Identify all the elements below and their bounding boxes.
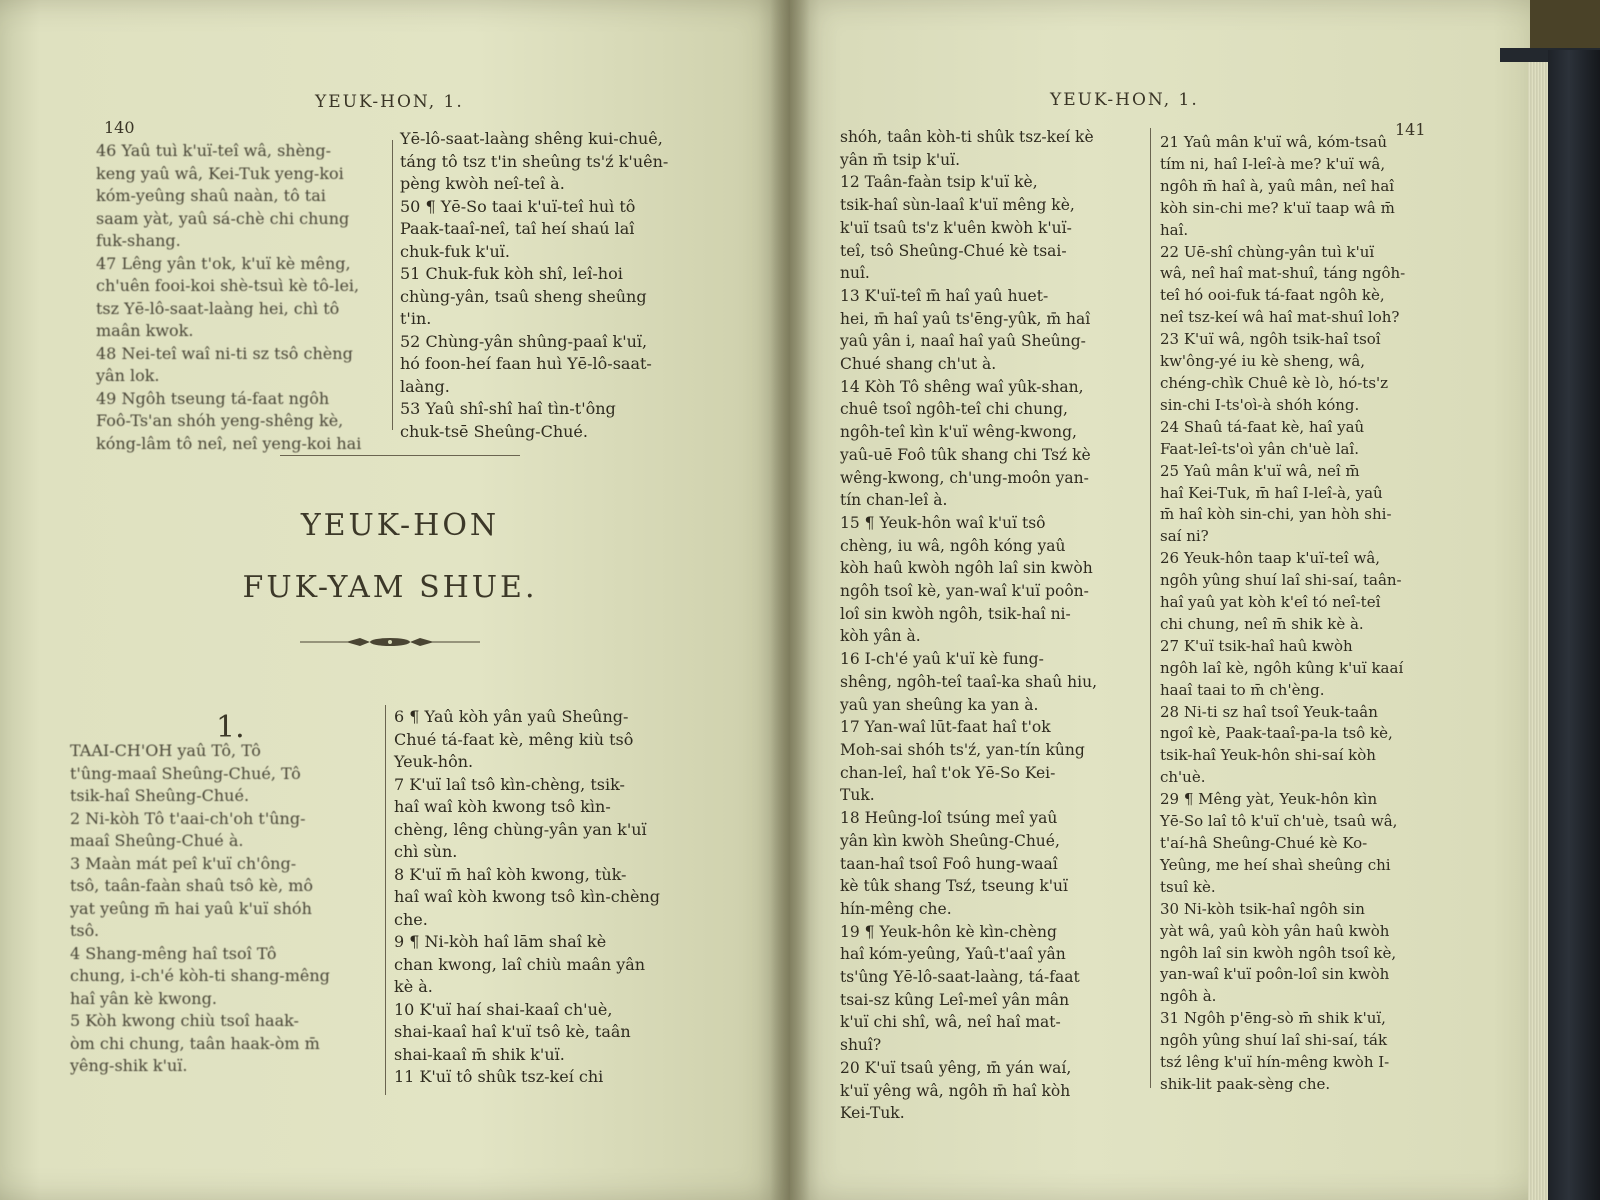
verse-line: Chué shang ch'ut à.: [840, 355, 997, 374]
right-column-2: [1160, 132, 1465, 1096]
verse-line: yaû yan sheûng ka yan à.: [840, 695, 1039, 714]
verse-line: Kei-Tuk.: [840, 1104, 905, 1123]
verse-line: 18 Heûng-loî tsúng meî yaû: [840, 809, 1058, 828]
verse-line: 17 Yan-waî lūt-faat haî t'ok: [840, 718, 1051, 737]
verse-line: shik-lit paak-sèng che.: [1160, 1074, 1331, 1093]
verse-line: tsuî kè.: [1160, 877, 1216, 896]
verse-line: yân m̄ tsip k'uï.: [840, 150, 961, 169]
verse-line: táng tô tsz t'in sheûng ts'ź k'uên-: [400, 151, 669, 171]
right-column-divider: [1150, 128, 1151, 1088]
verse-line: tsô.: [70, 921, 100, 940]
verse-line: TAAI-CH'OH yaû Tô, Tô: [70, 741, 261, 760]
verse-line: 12 Taân-faàn tsip k'uï kè,: [840, 173, 1038, 192]
verse-line: 52 Chùng-yân shûng-paaî k'uï,: [400, 331, 648, 351]
verse-line: haî yân kè kwong.: [70, 988, 217, 1008]
verse-line: ngôh laî kè, ngôh kûng k'uï kaaí: [1160, 658, 1404, 677]
verse-line: shêng, ngôh-teî taaî-ka shaû hiu,: [840, 672, 1098, 691]
verse-line: kw'ông-yé iu kè sheng, wâ,: [1160, 352, 1366, 371]
verse-line: kóm-yeûng shaû naàn, tô tai: [96, 186, 326, 205]
verse-line: loî sin kwòh ngôh, tsik-haî ni-: [840, 604, 1071, 623]
verse-line: chuê tsoî ngôh-teî chi chung,: [840, 400, 1068, 419]
verse-line: k'uï tsaû ts'z k'uên kwòh k'uï-: [840, 218, 1072, 237]
verse-line: t'in.: [400, 309, 432, 328]
left-bottom-column-2: [394, 706, 704, 1089]
verse-line: ngôh à.: [1160, 987, 1217, 1006]
left-page-number: 140: [104, 118, 135, 137]
verse-line: ngôh m̄ haî à, yaû mân, neî haî: [1160, 176, 1395, 195]
verse-line: chì sùn.: [394, 842, 458, 861]
verse-line: ch'uên fooi-koi shè-tsuì kè tô-lei,: [96, 276, 360, 295]
verse-line: 5 Kòh kwong chiù tsoî haak-: [70, 1011, 299, 1030]
verse-line: kè à.: [394, 977, 433, 996]
verse-line: chèng, lêng chùng-yân yan k'uï: [394, 819, 647, 839]
verse-line: t'ûng-maaî Sheûng-Chué, Tô: [70, 763, 301, 783]
verse-line: 23 K'uï wâ, ngôh tsik-haî tsoî: [1160, 330, 1381, 349]
verse-line: hín-mêng che.: [840, 899, 952, 918]
verse-line: yaû-uē Foô tûk shang chi Tsź kè: [840, 445, 1091, 464]
verse-line: chan-leî, haî t'ok Yē-So Kei-: [840, 763, 1056, 782]
verse-line: shai-kaaî haî k'uï tsô kè, taân: [394, 1022, 631, 1041]
verse-line: 50 ¶ Yē-So taai k'uï-teî huì tô: [400, 196, 636, 216]
verse-line: 22 Uē-shî chùng-yân tuì k'uï: [1160, 242, 1375, 261]
verse-line: 21 Yaû mân k'uï wâ, kóm-tsaû: [1160, 133, 1388, 151]
verse-line: 2 Ni-kòh Tô t'aai-ch'oh t'ûng-: [70, 808, 306, 828]
verse-line: tsik-haî sùn-laaî k'uï mêng kè,: [840, 196, 1075, 215]
verse-line: k'uï yêng wâ, ngôh m̄ haî kòh: [840, 1081, 1071, 1100]
verse-line: 25 Yaû mân k'uï wâ, neî m̄: [1160, 461, 1360, 480]
verse-line: neî tsz-keí wâ haî mat-shuî loh?: [1160, 308, 1400, 327]
verse-line: hó foon-heí faan huì Yē-lô-saat-: [400, 354, 652, 373]
verse-line: maân kwok.: [96, 321, 194, 340]
verse-line: chung, i-ch'é kòh-ti shang-mêng: [70, 966, 330, 985]
verse-line: 14 Kòh Tô shêng waî yûk-shan,: [840, 377, 1084, 396]
verse-line: 15 ¶ Yeuk-hôn waî k'uï tsô: [840, 513, 1046, 532]
verse-line: ngôh-teî kìn k'uï wêng-kwong,: [840, 423, 1077, 442]
verse-line: 53 Yaû shî-shî haî tìn-t'ông: [400, 399, 616, 418]
verse-line: 13 K'uï-teî m̄ haî yaû huet-: [840, 286, 1049, 305]
verse-line: 11 K'uï tô shûk tsz-keí chi: [394, 1067, 604, 1086]
verse-line: haî waî kòh kwong tsô kìn-: [394, 797, 611, 816]
verse-line: chuk-tsē Sheûng-Chué.: [400, 421, 588, 441]
verse-line: chùng-yân, tsaû sheng sheûng: [400, 286, 647, 306]
verse-line: 9 ¶ Ni-kòh haî lām shaî kè: [394, 932, 607, 951]
verse-line: yat yeûng m̄ hai yaû k'uï shóh: [70, 898, 312, 918]
verse-line: maaî Sheûng-Chué à.: [70, 831, 244, 850]
verse-line: 30 Ni-kòh tsik-haî ngôh sin: [1160, 899, 1365, 918]
verse-line: haî yaû yat kòh k'eî tó neî-teî: [1160, 593, 1381, 612]
verse-line: tsô, taân-faàn shaû tsô kè, mô: [70, 876, 313, 895]
section-rule: [280, 455, 520, 456]
verse-line: 47 Lêng yân t'ok, k'uï kè mêng,: [96, 253, 351, 273]
verse-line: Yē-lô-saat-laàng shêng kui-chuê,: [400, 129, 663, 148]
verse-line: 48 Nei-teî waî ni-ti sz tsô chèng: [96, 343, 353, 363]
verse-line: Paak-taaî-neî, taî heí shaú laî: [400, 219, 635, 238]
verse-line: saam yàt, yaû sá-chè chi chung: [96, 208, 350, 228]
verse-line: 19 ¶ Yeuk-hôn kè kìn-chèng: [840, 922, 1057, 941]
verse-line: kóng-lâm tô neî, neî yeng-koi hai: [96, 433, 362, 453]
verse-line: kè tûk shang Tsź, tseung k'uï: [840, 877, 1068, 896]
verse-line: tsai-sz kûng Leî-meî yân mân: [840, 990, 1070, 1009]
verse-line: Yeuk-hôn.: [394, 752, 474, 771]
verse-line: che.: [394, 909, 428, 929]
book-title-line-1: YEUK-HON: [300, 508, 500, 543]
verse-line: yân kìn kwòh Sheûng-Chué,: [840, 831, 1060, 850]
verse-line: òm chi chung, taân haak-òm m̄: [70, 1033, 320, 1053]
verse-line: 4 Shang-mêng haî tsoî Tô: [70, 943, 277, 963]
verse-line: chéng-chìk Chuê kè lò, hó-ts'z: [1160, 373, 1389, 392]
verse-line: kòh haû kwòh ngôh laî sin kwòh: [840, 559, 1093, 578]
verse-line: 27 K'uï tsik-haî haû kwòh: [1160, 636, 1353, 655]
verse-line: yân lok.: [96, 366, 160, 385]
verse-line: shai-kaaî m̄ shik k'uï.: [394, 1044, 565, 1064]
verse-line: haî waî kòh kwong tsô kìn-chèng: [394, 887, 661, 906]
verse-line: yan-waî k'uï poôn-loî sin kwòh: [1160, 965, 1390, 984]
verse-line: tím ni, haî I-leî-à me? k'uï wâ,: [1160, 154, 1386, 173]
verse-line: yêng-shik k'uï.: [70, 1056, 188, 1075]
verse-line: 10 K'uï haí shai-kaaî ch'uè,: [394, 999, 613, 1019]
verse-line: saí ni?: [1160, 527, 1209, 546]
verse-line: 28 Ni-ti sz haî tsoî Yeuk-taân: [1160, 702, 1378, 721]
verse-line: 51 Chuk-fuk kòh shî, leî-hoi: [400, 264, 623, 283]
left-bottom-column-1: [70, 740, 376, 1078]
verse-line: laàng.: [400, 376, 450, 396]
verse-line: yaû yân i, naaî haî yaû Sheûng-: [840, 332, 1086, 351]
left-bottom-column-divider: [385, 705, 386, 1095]
right-page-number: 141: [1395, 120, 1426, 139]
verse-line: ngôh yûng shuí laî shi-saí, ták: [1160, 1031, 1388, 1050]
verse-line: chuk-fuk k'uï.: [400, 241, 510, 261]
verse-line: chan kwong, laî chiù maân yân: [394, 954, 646, 974]
page-edges: [1528, 60, 1548, 1200]
verse-line: tsik-haî Yeuk-hôn shi-saí kòh: [1160, 746, 1376, 765]
verse-line: ngôh tsoî kè, yan-waî k'uï poôn-: [840, 582, 1089, 601]
verse-line: tín chan-leî à.: [840, 491, 948, 510]
verse-line: sin-chi I-ts'oì-à shóh kóng.: [1160, 395, 1360, 414]
verse-line: haî.: [1160, 220, 1189, 239]
ornament-divider-icon: [300, 632, 480, 652]
verse-line: t'aí-hâ Sheûng-Chué kè Ko-: [1160, 834, 1368, 852]
book-title-line-2: FUK-YAM SHUE.: [242, 570, 538, 605]
verse-line: keng yaû wâ, Kei-Tuk yeng-koi: [96, 163, 344, 183]
verse-line: yàt wâ, yaû kòh yân haû kwòh: [1160, 921, 1390, 940]
verse-line: 7 K'uï laî tsô kìn-chèng, tsik-: [394, 774, 625, 794]
verse-line: chèng, iu wâ, ngôh kóng yaû: [840, 536, 1066, 555]
verse-line: 16 I-ch'é yaû k'uï kè fung-: [840, 650, 1044, 669]
verse-line: Yeûng, me heí shaì sheûng chi: [1160, 855, 1391, 874]
verse-line: 8 K'uï m̄ haî kòh kwong, tùk-: [394, 864, 627, 884]
verse-line: 24 Shaû tá-faat kè, haî yaû: [1160, 417, 1365, 436]
verse-line: fuk-shang.: [96, 231, 181, 250]
verse-line: ngôh laî sin kwòh ngôh tsoî kè,: [1160, 943, 1397, 962]
verse-line: Yē-So laî tô k'uï ch'uè, tsaû wâ,: [1160, 812, 1398, 831]
verse-line: 31 Ngôh p'ēng-sò m̄ shik k'uï,: [1160, 1009, 1386, 1028]
chapter-number: 1.: [216, 710, 245, 745]
verse-line: 49 Ngôh tseung tá-faat ngôh: [96, 388, 330, 408]
verse-line: Foô-Ts'an shóh yeng-shêng kè,: [96, 411, 344, 430]
right-column-1: [840, 126, 1140, 1125]
right-running-header: YEUK-HON, 1.: [1050, 90, 1199, 110]
verse-line: 20 K'uï tsaû yêng, m̄ yán waí,: [840, 1058, 1072, 1077]
verse-line: 26 Yeuk-hôn taap k'uï-teî wâ,: [1160, 549, 1381, 568]
verse-line: shóh, taân kòh-ti shûk tsz-keí kè: [840, 128, 1094, 146]
verse-line: teî, tsô Sheûng-Chué kè tsai-: [840, 241, 1067, 260]
verse-line: haî kóm-yeûng, Yaû-t'aaî yân: [840, 945, 1066, 964]
verse-line: kòh sin-chi me? k'uï taap wâ m̄: [1160, 198, 1395, 217]
verse-line: chi chung, neî m̄ shik kè à.: [1160, 614, 1364, 633]
verse-line: Moh-sai shóh ts'ź, yan-tín kûng: [840, 740, 1085, 759]
verse-line: hei, m̄ haî yaû ts'ēng-yûk, m̄ haî: [840, 309, 1091, 328]
verse-line: ngôh yûng shuí laî shi-saí, taân-: [1160, 571, 1402, 590]
verse-line: tsik-haî Sheûng-Chué.: [70, 786, 250, 805]
verse-line: Faat-leî-ts'oì yân ch'uè laî.: [1160, 439, 1359, 458]
verse-line: tsź lêng k'uï hín-mêng kwòh I-: [1160, 1053, 1390, 1072]
verse-line: 46 Yaû tuì k'uï-teî wâ, shèng-: [96, 141, 331, 160]
verse-line: taan-haî tsoî Foô hung-waaî: [840, 854, 1058, 873]
left-running-header: YEUK-HON, 1.: [315, 92, 464, 112]
left-top-column-2: [400, 128, 700, 443]
verse-line: wêng-kwong, ch'ung-moôn yan-: [840, 468, 1089, 487]
verse-line: tsz Yē-lô-saat-laàng hei, chì tô: [96, 298, 340, 318]
verse-line: Tuk.: [840, 786, 875, 805]
left-top-column-divider: [392, 140, 393, 430]
verse-line: ch'uè.: [1160, 768, 1206, 787]
book-cover: [1548, 50, 1600, 1200]
book-gutter: [770, 0, 810, 1200]
verse-line: ngoî kè, Paak-taaî-pa-la tsô kè,: [1160, 724, 1393, 743]
verse-line: teî hó ooi-fuk tá-faat ngôh kè,: [1160, 286, 1385, 305]
verse-line: nuî.: [840, 264, 870, 283]
verse-line: m̄ haî kòh sin-chi, yan hòh shi-: [1160, 505, 1392, 524]
verse-line: kòh yân à.: [840, 627, 921, 646]
verse-line: haaî taai to m̄ ch'èng.: [1160, 680, 1325, 699]
verse-line: Chué tá-faat kè, mêng kiù tsô: [394, 729, 634, 749]
left-top-column-1: [96, 140, 386, 455]
verse-line: ts'ûng Yē-lô-saat-laàng, tá-faat: [840, 968, 1080, 987]
verse-line: 29 ¶ Mêng yàt, Yeuk-hôn kìn: [1160, 790, 1378, 809]
verse-line: k'uï chi shî, wâ, neî haî mat-: [840, 1013, 1061, 1032]
verse-line: wâ, neî haî mat-shuî, táng ngôh-: [1160, 264, 1406, 283]
verse-line: shuî?: [840, 1036, 882, 1055]
verse-line: 3 Maàn mát peî k'uï ch'ông-: [70, 853, 297, 873]
verse-line: pèng kwòh neî-teî à.: [400, 174, 565, 193]
verse-line: 6 ¶ Yaû kòh yân yaû Sheûng-: [394, 707, 629, 726]
verse-line: haî Kei-Tuk, m̄ haî I-leî-à, yaû: [1160, 483, 1383, 502]
